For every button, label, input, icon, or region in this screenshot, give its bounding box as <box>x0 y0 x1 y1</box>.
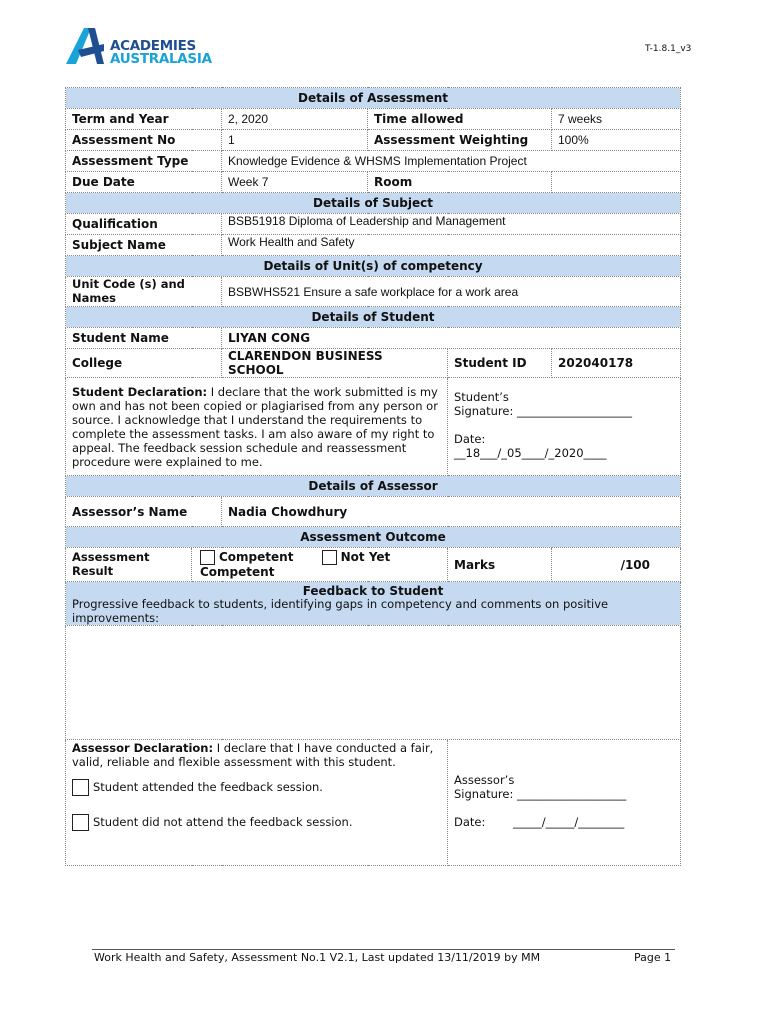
college-value: CLARENDON BUSINESS SCHOOL <box>222 349 448 378</box>
term-row <box>66 109 681 130</box>
outcome-header-row <box>66 527 681 548</box>
footer-divider <box>92 949 675 950</box>
term-value: 2, 2020 <box>222 109 368 130</box>
assessor-declaration <box>66 740 448 866</box>
assessor-name-row <box>66 497 681 527</box>
attended-option <box>72 779 441 796</box>
assessor-name-value: Nadia Chowdhury <box>222 497 681 527</box>
unit-code-label: Unit Code (s) and Names <box>66 277 222 307</box>
due-date-value: Week 7 <box>222 172 368 193</box>
student-id-label: Student ID <box>448 349 552 378</box>
unit-code-row <box>66 277 681 307</box>
assessment-cover-table <box>65 87 681 866</box>
assessment-type-row <box>66 151 681 172</box>
qualification-row <box>66 214 681 235</box>
subject-name-label: Subject Name <box>66 235 222 256</box>
student-signature-block <box>448 378 681 476</box>
feedback-subtitle: Progressive feedback to students, identifying gaps in competency and comments on positive improvements: <box>72 597 609 625</box>
assessor-date-label: Date: <box>454 815 486 829</box>
feedback-body-row <box>66 626 681 740</box>
page-number: Page 1 <box>634 951 672 964</box>
not-attended-checkbox[interactable] <box>72 814 89 831</box>
assessor-signature-label: Assessor’s <box>454 773 515 787</box>
assessment-no-value: 1 <box>222 130 368 151</box>
subject-section-title: Details of Subject <box>66 193 681 214</box>
assessor-signature-line[interactable]: Signature: ___________________ <box>454 787 627 801</box>
student-name-row <box>66 328 681 349</box>
not-yet-competent-label: Not Yet Competent <box>200 550 391 579</box>
assessment-no-label: Assessment No <box>66 130 222 151</box>
student-signature-label: Student’s <box>454 390 509 404</box>
room-label: Room <box>368 172 552 193</box>
room-value <box>552 172 681 193</box>
student-id-value: 202040178 <box>552 349 681 378</box>
qualification-value: BSB51918 Diploma of Leadership and Management <box>222 214 681 235</box>
weighting-value: 100% <box>552 130 681 151</box>
assessor-section-title: Details of Assessor <box>66 476 681 497</box>
marks-value[interactable]: /100 <box>552 548 681 582</box>
footer-text: Work Health and Safety, Assessment No.1 V2.1, Last updated 13/11/2019 by MM <box>94 951 541 964</box>
not-yet-competent-checkbox[interactable] <box>322 550 337 565</box>
weighting-label: Assessment Weighting <box>368 130 552 151</box>
competent-label: Competent <box>219 550 294 564</box>
qualification-label: Qualification <box>66 214 222 235</box>
assessment-header-row <box>66 88 681 109</box>
outcome-section-title: Assessment Outcome <box>66 527 681 548</box>
student-name-label: Student Name <box>66 328 222 349</box>
subject-header-row <box>66 193 681 214</box>
feedback-header-row <box>66 582 681 626</box>
assessor-header-row <box>66 476 681 497</box>
assessor-declaration-text: I declare that I have conducted a fair, valid, reliable and flexible assessment with this student. <box>72 741 434 769</box>
unit-section-title: Details of Unit(s) of competency <box>66 256 681 277</box>
assessment-result-row <box>66 548 681 582</box>
feedback-body[interactable] <box>66 626 681 740</box>
assessor-date-row <box>454 815 674 829</box>
assessor-signature-block <box>448 740 681 866</box>
attended-label: Student attended the feedback session. <box>93 780 323 794</box>
not-attended-option <box>72 814 441 831</box>
assessor-declaration-row <box>66 740 681 866</box>
student-header-row <box>66 307 681 328</box>
college-row <box>66 349 681 378</box>
feedback-section-title: Feedback to Student <box>302 584 444 598</box>
subject-name-row <box>66 235 681 256</box>
assessment-no-row <box>66 130 681 151</box>
logo-line2: AUSTRALASIA <box>110 51 212 67</box>
college-label: College <box>66 349 222 378</box>
assessor-name-label: Assessor’s Name <box>66 497 222 527</box>
student-declaration-heading: Student Declaration: <box>72 384 208 399</box>
time-allowed-label: Time allowed <box>368 109 552 130</box>
attended-checkbox[interactable] <box>72 779 89 796</box>
student-date-label: Date: <box>454 432 486 446</box>
unit-code-value: BSBWHS521 Ensure a safe workplace for a work area <box>222 277 681 307</box>
assessment-type-value: Knowledge Evidence & WHSMS Implementation Project <box>222 151 681 172</box>
competent-checkbox[interactable] <box>200 550 215 565</box>
student-name-value: LIYAN CONG <box>222 328 681 349</box>
student-signature-line[interactable]: Signature: ____________________ <box>454 404 633 418</box>
assessment-section-title: Details of Assessment <box>66 88 681 109</box>
feedback-header <box>66 582 681 626</box>
time-allowed-value: 7 weeks <box>552 109 681 130</box>
subject-name-value: Work Health and Safety <box>222 235 681 256</box>
result-options <box>192 548 448 582</box>
document-code: T-1.8.1_v3 <box>645 44 692 54</box>
not-attended-label: Student did not attend the feedback session. <box>93 815 353 829</box>
student-declaration-text: I declare that the work submitted is my own and has not been copied or plagiarised from any person or source. I acknowledge that I understand the requirements to complete the assessment tasks. I am also aware of my right to appeal. The feedback session schedule and reassessment procedure were explained to me. <box>72 384 438 469</box>
student-section-title: Details of Student <box>66 307 681 328</box>
student-date-value[interactable]: __18___/_05____/_2020____ <box>454 446 607 460</box>
student-declaration-row <box>66 378 681 476</box>
term-label: Term and Year <box>66 109 222 130</box>
marks-label: Marks <box>448 548 552 582</box>
assessor-declaration-heading: Assessor Declaration: <box>72 741 214 755</box>
unit-header-row <box>66 256 681 277</box>
assessor-date-value[interactable]: _____/_____/________ <box>513 815 625 829</box>
academies-australasia-logo <box>64 24 234 68</box>
due-date-label: Due Date <box>66 172 222 193</box>
student-declaration <box>66 378 448 476</box>
logo-mark-icon <box>64 24 108 68</box>
logo-line1: ACADEMIES <box>110 38 196 54</box>
assessment-result-label: Assessment Result <box>66 548 192 582</box>
assessment-type-label: Assessment Type <box>66 151 222 172</box>
due-date-row <box>66 172 681 193</box>
